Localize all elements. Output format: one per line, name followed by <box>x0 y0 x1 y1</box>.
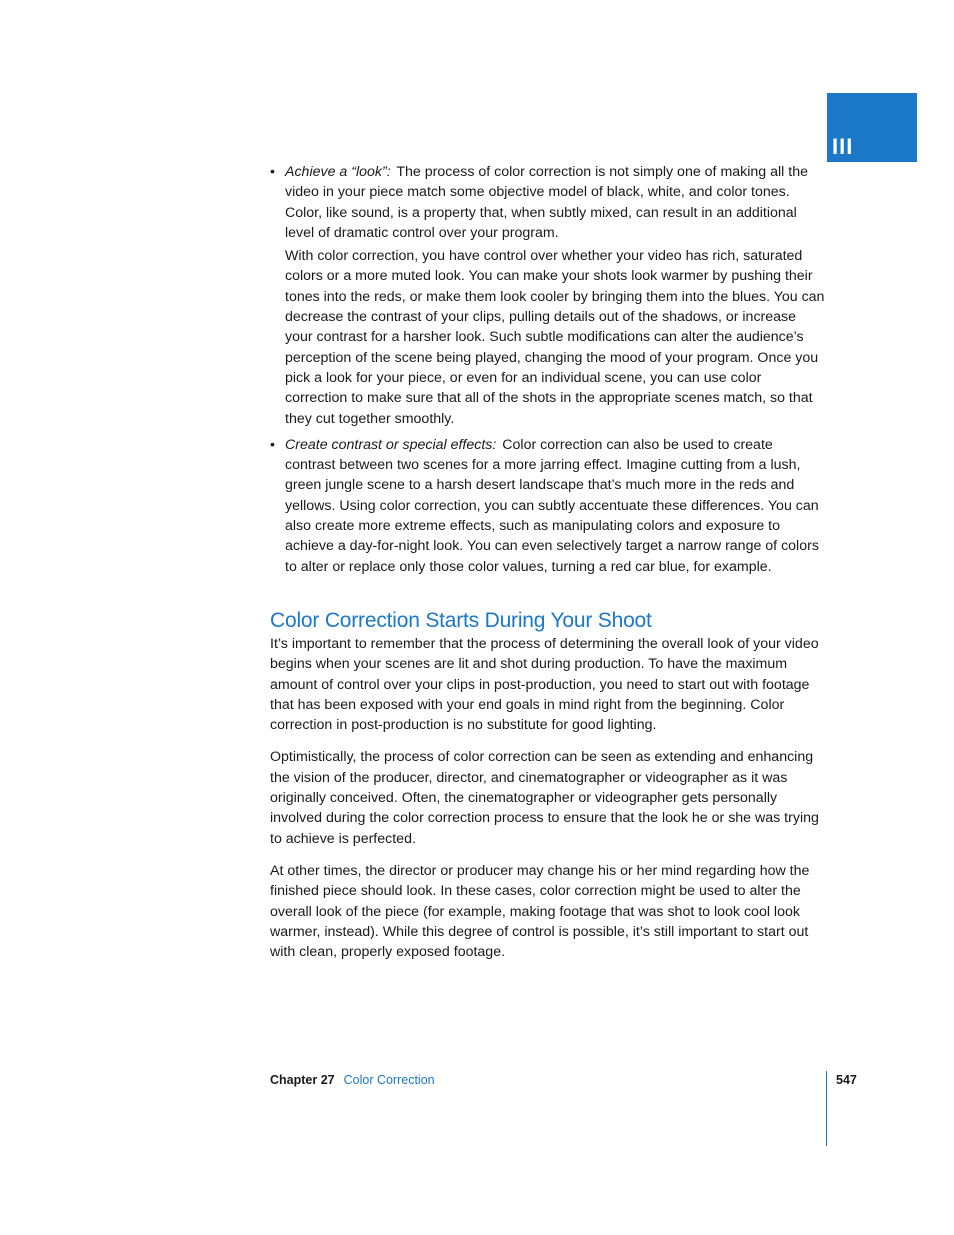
bullet-paragraph <box>285 435 826 577</box>
bullet-item-create-contrast <box>270 435 826 577</box>
bullet-item-achieve-a-look <box>270 162 826 429</box>
part-tab <box>827 93 917 162</box>
page-content <box>270 162 826 962</box>
body-paragraph-2: Optimistically, the process of color correction can be seen as extending and enhancing the vision of the producer, director, and cinematographer or videographer as it was originally conceived. Often, the cinematographer or videographer gets personally involved during the color correction process to ensure that the look he or she was trying to achieve is perfected. <box>270 749 819 847</box>
footer-chapter-label: Chapter 27 <box>270 1073 335 1087</box>
bullet-text: Color correction can also be used to create contrast between two scenes for a more jarring effect. Imagine cutting from a lush, green jungle scene to a harsh desert landscape that’s much more in the reds and yellows. Using color correction, you can subtly accentuate these differences. You can also create more extreme effects, such as manipulating colors and exposure to achieve a day-for-night look. You can even selectively target a narrow range of colors to alter or replace only those color values, turning a red car blue, for example. <box>285 436 819 575</box>
bullet-term: Create contrast or special effects: <box>285 436 497 453</box>
bullet-text: The process of color correction is not simply one of making all the video in your piece match some objective model of black, white, and color tones. Color, like sound, is a property that, when subtly mixed, can result in an additional level of dramatic control over your program. <box>285 164 808 241</box>
footer-chapter <box>270 1072 435 1088</box>
bullet-paragraph <box>285 162 826 243</box>
bullet-marker: • <box>270 164 275 180</box>
bullet-followup-paragraph: With color correction, you have control over whether your video has rich, saturated colors or a more muted look. You can make your shots look warmer by pushing their tones into the reds, or make them look cooler by bringing them into the blues. You can decrease the contrast of your clips, pulling details out of the shadows, or increase your contrast for a harsher look. Such subtle modifications can alter the audience’s perception of the scene being played, changing the mood of your program. Once you pick a look for your piece, or even for an individual scene, you can use color correction to make sure that all of the shots in the appropriate scenes match, so that they cut together smoothly. <box>285 248 825 427</box>
footer-divider <box>826 1071 827 1146</box>
part-tab-label: III <box>832 134 854 159</box>
body-paragraph-3: At other times, the director or producer may change his or her mind regarding how the finished piece should look. In these cases, color correction might be used to alter the overall look of the piece (for example, making footage that was shot to look cool look warmer, instead). While this degree of control is possible, it’s still important to start out with clean, properly exposed footage. <box>270 862 810 961</box>
bullet-list <box>270 162 826 577</box>
bullet-marker: • <box>270 436 275 453</box>
section-heading: Color Correction Starts During Your Shoot <box>270 608 652 632</box>
footer-chapter-title-link[interactable]: Color Correction <box>343 1073 435 1087</box>
bullet-term: Achieve a “look”: <box>285 164 391 180</box>
body-paragraph-1: It’s important to remember that the process of determining the overall look of your video begins when your scenes are lit and shot during production. To have the maximum amount of control over your clips in post-production, you need to start out with footage that has been exposed with your end goals in mind right from the beginning. Color correction in post-production is no substitute for good lighting. <box>270 635 819 734</box>
page-number: 547 <box>836 1073 857 1087</box>
